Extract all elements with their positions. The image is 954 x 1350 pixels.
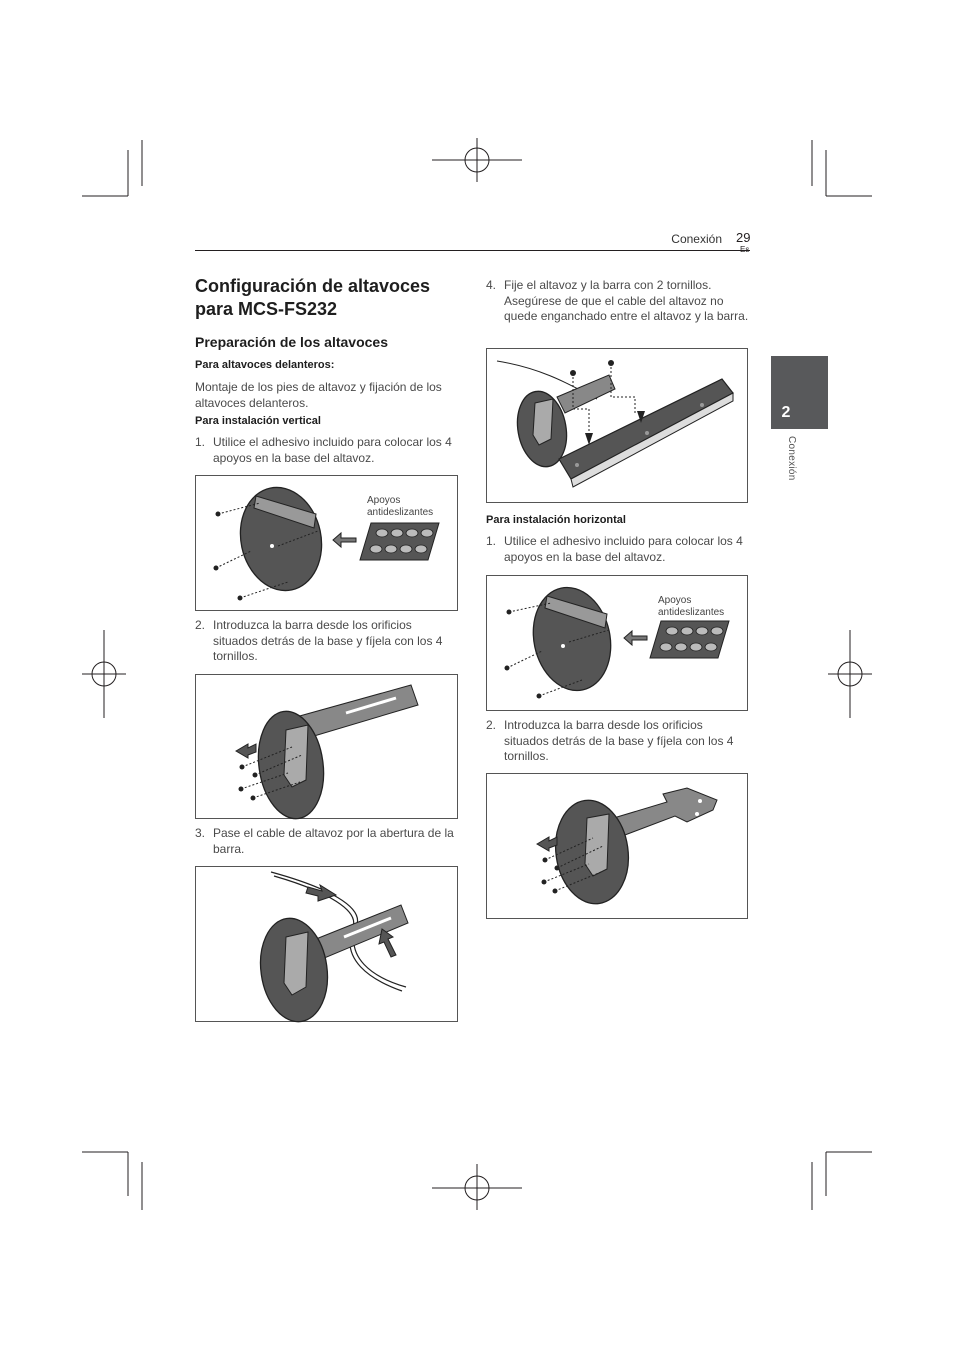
vertical-step-1: 1. Utilice el adhesivo incluido para colocar los 4 apoyos en la base del altavoz.: [195, 435, 452, 465]
pads-label-horizontal-line2: antideslizantes: [658, 607, 725, 618]
figure-cable-through-bar: [195, 866, 458, 1022]
figure-pads-vertical-drawing: [196, 476, 459, 612]
page-number: 29: [736, 230, 751, 245]
front-speakers-description: Montaje de los pies de altavoz y fijación de los altavoces delanteros.: [195, 380, 442, 410]
section-subtitle: Preparación de los altavoces: [195, 334, 388, 350]
page-title: Configuración de altavoces para MCS-FS232: [195, 276, 431, 319]
figure-pads-vertical: [195, 475, 458, 611]
vertical-step-4: 4. Fije el altavoz y la barra con 2 tornillos. Asegúrese de que el cable del altavoz no quede enganchado entre el altavoz y la barra.: [486, 278, 749, 323]
figure-bar-horizontal-drawing: [487, 774, 749, 920]
chapter-label: Conexión: [786, 436, 797, 481]
horizontal-install-label: Para instalación horizontal: [486, 514, 626, 526]
header-rule: [195, 250, 750, 251]
front-speakers-label: Para altavoces delanteros:: [195, 359, 335, 371]
figure-cable-drawing: [196, 867, 459, 1023]
figure-bar-vertical: [195, 674, 458, 819]
pads-label-line1: Apoyos: [367, 495, 401, 506]
figure-bar-horizontal: [486, 773, 748, 919]
header-section-name: Conexión: [671, 232, 722, 246]
vertical-install-label: Para instalación vertical: [195, 415, 321, 427]
figure-bar-vertical-drawing: [196, 675, 459, 820]
pads-label-line2: antideslizantes: [367, 507, 434, 518]
figure-pads-horizontal-drawing: [487, 576, 749, 712]
figure-attach-speaker-drawing: [487, 349, 749, 504]
vertical-step-3: 3. Pase el cable de altavoz por la abertura de la barra.: [195, 826, 454, 856]
horizontal-step-2: 2. Introduzca la barra desde los orificios situados detrás de la base y fíjela con los 4 tornillos.: [486, 718, 734, 763]
figure-pads-horizontal: [486, 575, 748, 711]
figure-attach-speaker: [486, 348, 748, 503]
pads-label-horizontal-line1: Apoyos: [658, 595, 692, 606]
horizontal-step-1: 1. Utilice el adhesivo incluido para colocar los 4 apoyos en la base del altavoz.: [486, 534, 743, 564]
vertical-step-2: 2. Introduzca la barra desde los orificios situados detrás de la base y fíjela con los 4 tornillos.: [195, 618, 443, 663]
chapter-number: 2: [781, 404, 791, 421]
